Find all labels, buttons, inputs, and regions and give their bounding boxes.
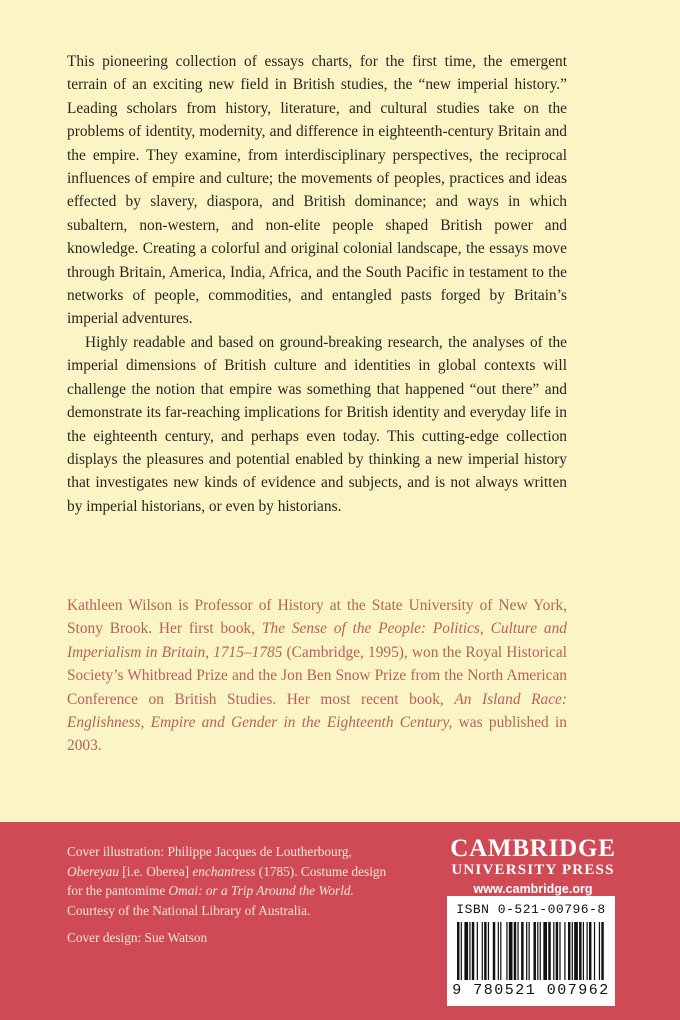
barcode-bar	[548, 922, 550, 980]
barcode-bars	[457, 922, 605, 980]
barcode-bar	[553, 922, 554, 980]
barcode-bar	[461, 922, 462, 980]
publisher-name: CAMBRIDGE	[450, 835, 616, 862]
bio-text-2: (Cambridge, 1995), won the Royal Historical Society’s Whitbread Prize and the Jon Ben Snow Prize from the North American Conference on British Studies. Her most recent book,	[67, 643, 567, 708]
barcode-bar	[587, 922, 588, 980]
barcode-bar	[594, 922, 595, 980]
barcode-bar	[521, 922, 523, 980]
publisher-url: www.cambridge.org	[473, 882, 593, 896]
barcode-bar	[579, 922, 581, 980]
barcode-digits: 9 780521 007962	[452, 982, 610, 999]
barcode-bar	[583, 922, 584, 980]
barcode-bar	[529, 922, 530, 980]
barcode-bar	[589, 922, 591, 980]
barcode-bar	[477, 922, 478, 980]
barcode-bar	[568, 922, 570, 980]
isbn-barcode	[447, 896, 615, 1006]
barcode-bar	[469, 922, 470, 980]
barcode-bar	[526, 922, 527, 980]
barcode-bar	[517, 922, 518, 980]
bio-text-3: was published in 2003.	[67, 714, 567, 755]
barcode-bar	[498, 922, 499, 980]
credit-line-1: Cover illustration: Philippe Jacques de Loutherbourg,	[67, 844, 352, 859]
barcode-bar	[556, 922, 558, 980]
barcode-bar	[509, 922, 513, 980]
barcode-bar	[506, 922, 507, 980]
barcode-bar	[464, 922, 468, 980]
barcode-bar	[533, 922, 535, 980]
credit-pantomime-title: Omai: or a Trip Around the World.	[168, 883, 354, 898]
barcode-bar	[500, 922, 501, 980]
barcode-bar	[488, 922, 489, 980]
barcode-bar	[540, 922, 541, 980]
description-paragraph-2: Highly readable and based on ground-breaking research, the analyses of the imperial dimensions of British culture and identities in global contexts will challenge the notion that empire was something that happened “out there” and demonstrate its far-reaching implications for British identity and everyday life in the eighteenth century, and perhaps even today. This cutting-edge collection displays the pleasures and potential enabled by thinking a new imperial history that investigates new kinds of evidence and subjects, and is not always written by imperial historians, or even by historians.	[67, 333, 567, 515]
credit-courtesy: Courtesy of the National Library of Australia.	[67, 902, 311, 918]
barcode-bar	[457, 922, 459, 980]
barcode-bar	[574, 922, 578, 980]
book-description	[67, 50, 567, 518]
barcode-bar	[601, 922, 603, 980]
barcode-bar	[472, 922, 474, 980]
barcode-bar	[537, 922, 538, 980]
footer-band	[0, 822, 680, 1020]
barcode-bar	[564, 922, 565, 980]
barcode-bar	[482, 922, 483, 980]
publisher-logo	[447, 836, 619, 898]
bio-book-2: An Island Race: Englishness, Empire and Gender in the Eighteenth Century,	[67, 690, 567, 732]
credit-year: (1785). Costume design	[255, 863, 387, 879]
barcode-bar	[543, 922, 547, 980]
cover-illustration-credit	[67, 842, 407, 920]
cover-credits	[67, 842, 407, 948]
credit-title-enchantress: enchantress	[192, 863, 256, 879]
credit-ie: [i.e. Oberea]	[118, 863, 193, 879]
author-bio-paragraph	[67, 594, 567, 758]
publisher-subtitle: UNIVERSITY PRESS	[451, 862, 615, 878]
credit-pantomime-intro: for the pantomime	[67, 883, 169, 898]
barcode-bar	[484, 922, 486, 980]
barcode-bar	[572, 922, 573, 980]
barcode-bar	[493, 922, 495, 980]
description-paragraph-1: This pioneering collection of essays charts, for the first time, the emergent terrain of an exciting new field in British studies, the “new imperial history.” Leading scholars from history, literature, and cultural studies take on the problems of identity, modernity, and difference in eighteenth-century Britain and the empire. They examine, from interdisciplinary perspectives, the reciprocal influences of empire and culture; the movements of peoples, practices and ideas effected by slavery, diaspora, and British dominance; and ways in which subaltern, non-western, and non-elite people shaped British power and knowledge. Creating a colorful and original colonial landscape, the essays move through Britain, America, India, Africa, and the South Pacific in testament to the networks of people, commodities, and entangled pasts forged by Britain’s imperial adventures.	[67, 53, 567, 328]
cover-design-credit: Cover design: Sue Watson	[67, 930, 208, 945]
barcode-bar	[599, 922, 600, 980]
author-bio	[67, 594, 567, 758]
barcode-bar	[559, 922, 560, 980]
credit-title-obereyau: Obereyau	[67, 863, 119, 879]
bio-text-1: Kathleen Wilson is Professor of History at the State University of New York, Stony Brook. Her first book,	[67, 597, 567, 638]
isbn-label: ISBN 0-521-00796-8	[456, 902, 606, 917]
barcode-bar	[514, 922, 516, 980]
bio-book-1: The Sense of the People: Politics, Culture and Imperialism in Britain, 1715–1785	[67, 620, 567, 661]
